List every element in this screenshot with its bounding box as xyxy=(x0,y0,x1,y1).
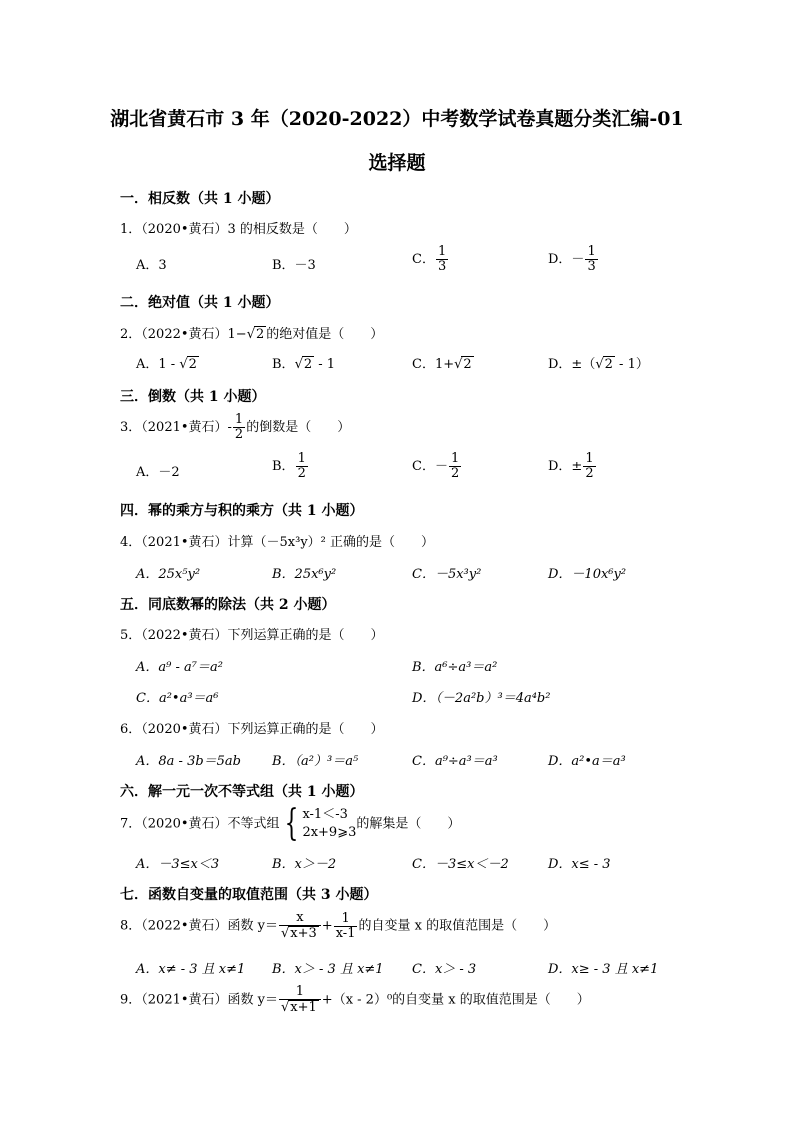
question-3: 3．（2021•黄石）- $\frac{1}{2}$ 的倒数是（ ） xyxy=(120,412,351,442)
question-5: 5．（2022•黄石）下列运算正确的是（ ） xyxy=(120,628,384,643)
option-d: D．± $\frac{1}{2}$ xyxy=(548,451,594,481)
question-1: 1．（2020•黄石）3 的相反数是（ ） xyxy=(120,222,357,237)
question-8: 8．（2022•黄石）函数 y＝ $\frac{x}{√x+3}$ + $\frac{1}{x-1}$ 的自变量 x 的取值范围是（ ） xyxy=(120,910,557,941)
option-c: C．a⁹÷a³＝a³ xyxy=(412,754,498,769)
option-c: C．－3≤x＜－2 xyxy=(412,857,509,872)
question-4: 4．（2021•黄石）计算（－5x³y）² 正确的是（ ） xyxy=(120,535,435,550)
section-heading: 一．相反数（共 1 小题） xyxy=(120,191,280,207)
option-d: D．x≤ - 3 xyxy=(548,857,611,872)
option-d: D．－ $\frac{1}{3}$ xyxy=(548,244,596,274)
option-d: D．±（√2 - 1） xyxy=(548,357,649,372)
section-heading: 三．倒数（共 1 小题） xyxy=(120,389,266,405)
question-9: 9．（2021•黄石）函数 y＝ $\frac{1}{√x+1}$ +（x - 2）⁰的自变量 x 的取值范围是（ ） xyxy=(120,984,590,1015)
option-d: D．－10x⁶y² xyxy=(548,567,627,582)
document-title: 湖北省黄石市 3 年（2020-2022）中考数学试卷真题分类汇编-01 xyxy=(110,108,684,130)
option-c: C．－ $\frac{1}{2}$ xyxy=(412,451,460,481)
option-a: A．1 - √2 xyxy=(136,357,197,372)
option-d: D．x≥ - 3 且 x≠1 xyxy=(548,962,659,977)
section-heading: 二．绝对值（共 1 小题） xyxy=(120,295,280,311)
option-d: D．a²•a＝a³ xyxy=(548,754,626,769)
document-subtitle: 选择题 xyxy=(368,152,426,174)
option-b: B．√2 - 1 xyxy=(272,357,336,372)
section-heading: 五．同底数幂的除法（共 2 小题） xyxy=(120,597,336,613)
section-heading: 七．函数自变量的取值范围（共 3 小题） xyxy=(120,887,378,903)
option-b: B．x＞－2 xyxy=(272,857,337,872)
question-6: 6．（2020•黄石）下列运算正确的是（ ） xyxy=(120,722,384,737)
option-a: A．－3≤x＜3 xyxy=(136,857,220,872)
option-a: A．a⁹ - a⁷＝a² xyxy=(136,660,223,675)
option-b: B．a⁶÷a³＝a² xyxy=(412,660,498,675)
option-b: B．25x⁶y² xyxy=(272,567,337,582)
question-7: 7．（2020•黄石）不等式组 { x-1＜-3 2x+9⩾3 的解集是（ ） xyxy=(120,803,461,844)
option-d: D．（－2a²b）³＝4a⁴b² xyxy=(412,691,551,706)
option-b: B． $\frac{1}{2}$ xyxy=(272,451,306,481)
option-a: A．x≠ - 3 且 x≠1 xyxy=(136,962,246,977)
section-heading: 四．幂的乘方与积的乘方（共 1 小题） xyxy=(120,503,364,519)
section-heading: 六．解一元一次不等式组（共 1 小题） xyxy=(120,784,364,800)
option-c: C． $\frac{1}{3}$ xyxy=(412,244,447,274)
option-c: C．x＞ - 3 xyxy=(412,962,477,977)
option-b: B．（a²）³＝a⁵ xyxy=(272,754,359,769)
question-2: 2．（2022•黄石）1−√2 的绝对值是（ ） xyxy=(120,327,384,342)
option-c: C．－5x³y² xyxy=(412,567,482,582)
option-c: C．1+√2 xyxy=(412,357,472,372)
option-a: A．8a - 3b＝5ab xyxy=(136,754,242,769)
option-c: C．a²•a³＝a⁶ xyxy=(136,691,219,706)
option-b: B．－3 xyxy=(272,258,316,273)
option-b: B．x＞ - 3 且 x≠1 xyxy=(272,962,384,977)
option-a: A．－2 xyxy=(136,465,180,480)
option-a: A．25x⁵y² xyxy=(136,567,201,582)
option-a: A．3 xyxy=(136,258,167,273)
